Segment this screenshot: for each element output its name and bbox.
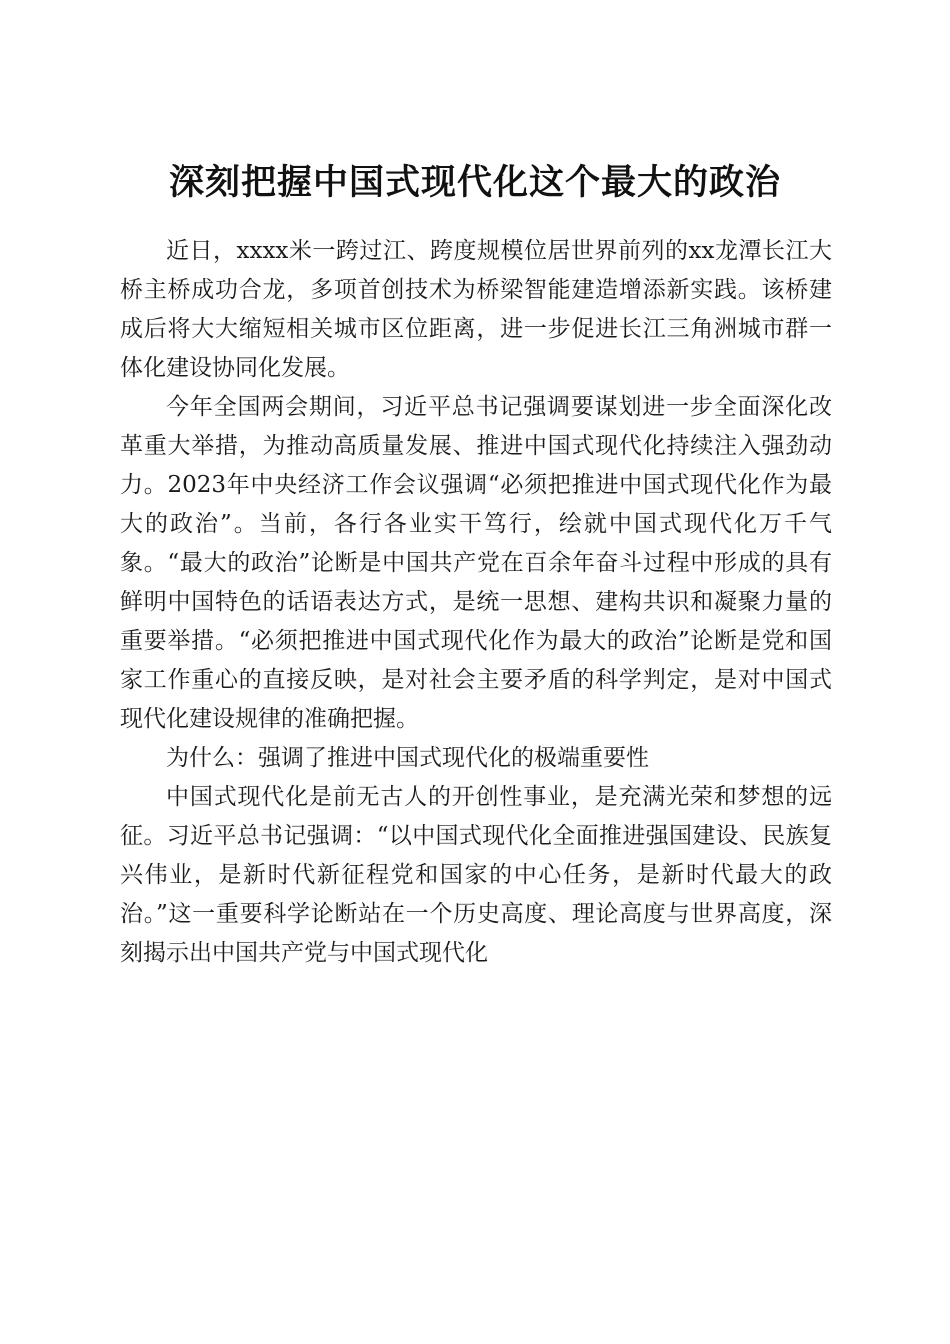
document-title: 深刻把握中国式现代化这个最大的政治 [168,162,781,204]
section-heading-why: 为什么：强调了推进中国式现代化的极端重要性 [166,745,649,771]
paragraph-modernization: 中国式现代化是前无古人的开创性事业，是充满光荣和梦想的远征。习近平总书记强调：“以中国式现代化全面推进强国建设、民族复兴伟业，是新时代新征程党和国家的中心任务，是新时代最大的政治。”这一重要科学论断站在一个历史高度、理论高度与世界高度，深刻揭示出中国共产党与中国式现代化 [120,784,832,966]
paragraph-two-sessions: 今年全国两会期间，习近平总书记强调要谋划进一步全面深化改革重大举措，为推动高质量发展、推进中国式现代化持续注入强劲动力。2023年中央经济工作会议强调“必须把推进中国式现代化作为最大的政治”。当前，各行各业实干笃行，绘就中国式现代化万千气象。“最大的政治”论断是中国共产党在百余年奋斗过程中形成的具有鲜明中国特色的话语表达方式，是统一思想、建构共识和凝聚力量的重要举措。“必须把推进中国式现代化作为最大的政治”论断是党和国家工作重心的直接反映，是对社会主要矛盾的科学判定，是对中国式现代化建设规律的准确把握。 [120,394,832,732]
document-body [120,232,832,973]
paragraph-intro: 近日，xxxx米一跨过江、跨度规模位居世界前列的xx龙潭长江大桥主桥成功合龙，多项首创技术为桥梁智能建造增添新实践。该桥建成后将大大缩短相关城市区位距离，进一步促进长江三角洲城市群一体化建设协同化发展。 [120,238,832,381]
